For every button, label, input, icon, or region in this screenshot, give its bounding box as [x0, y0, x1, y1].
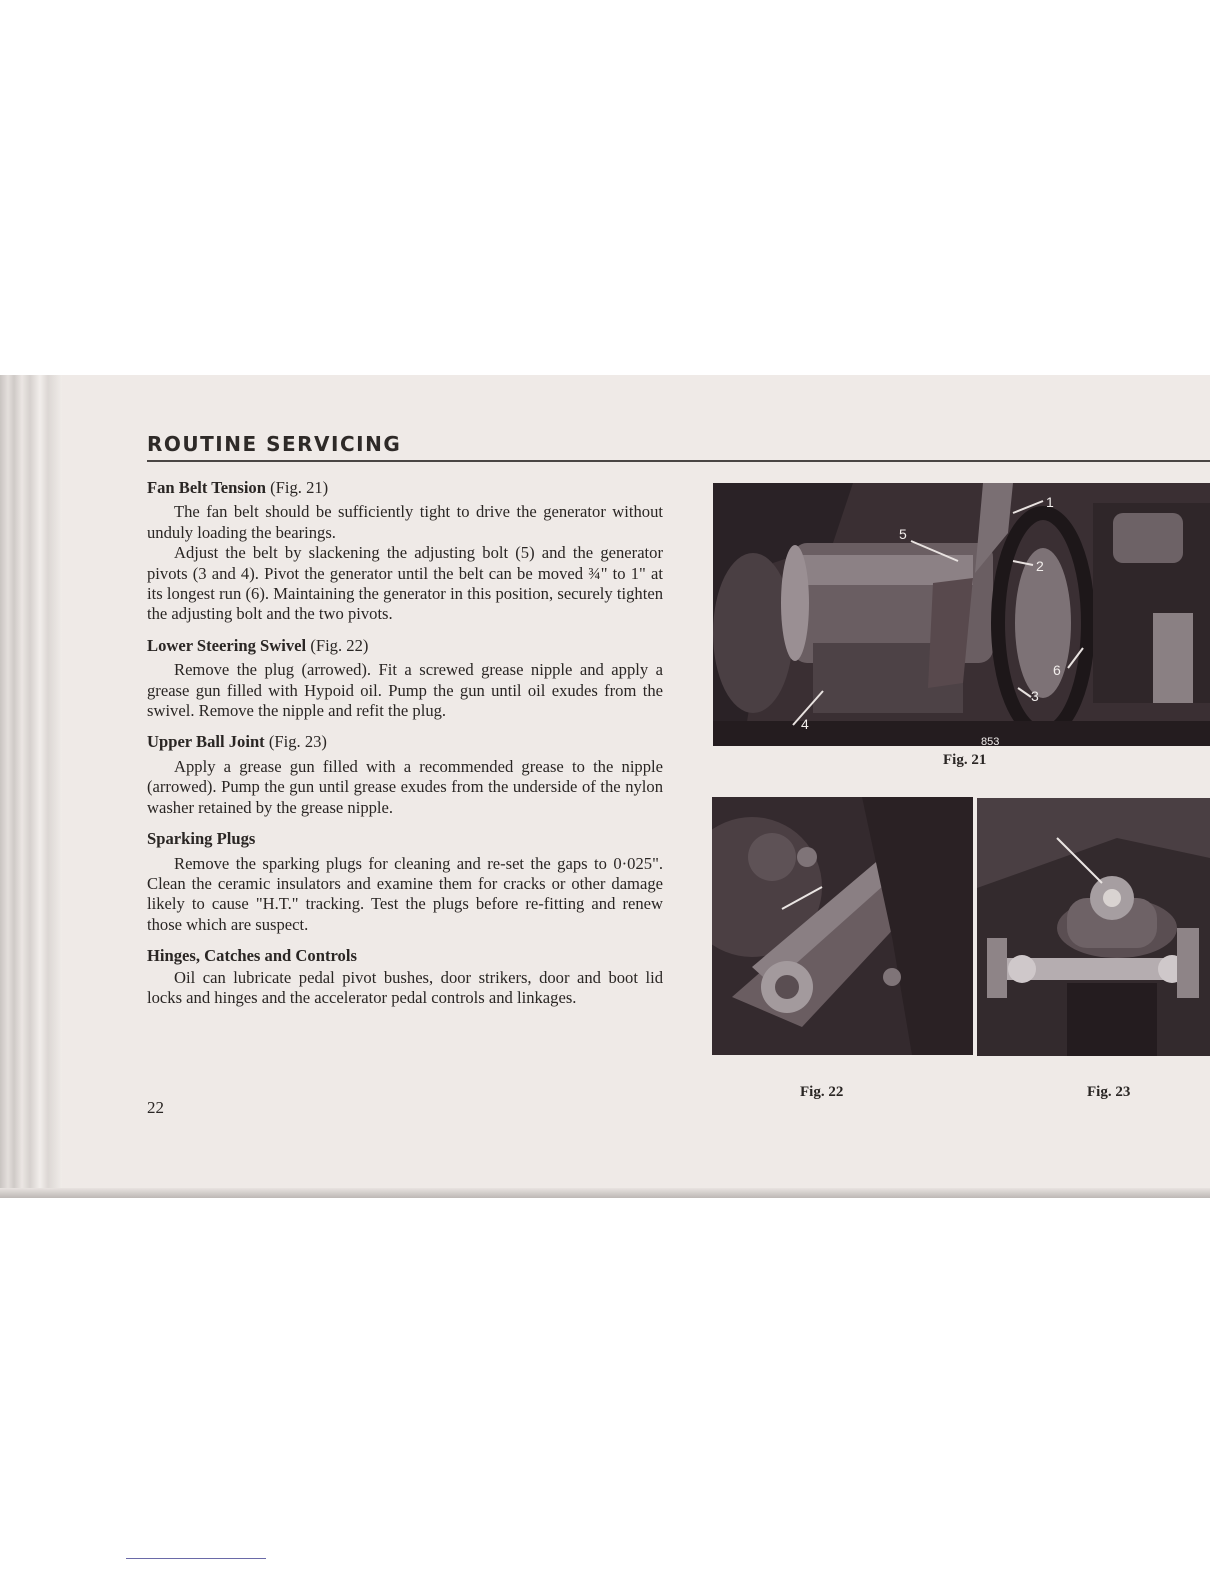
callout-3: 3 — [1031, 688, 1039, 704]
section-ball-joint — [147, 732, 663, 818]
page-binding-edge — [0, 375, 62, 1197]
paragraph: The fan belt should be sufficiently tight to drive the generator without unduly loading the bearings. — [147, 502, 663, 542]
page-number: 22 — [147, 1098, 164, 1117]
page-header: ROUTINE SERVICING — [147, 432, 402, 456]
figure-22-photo — [712, 797, 973, 1055]
figure-23-photo — [977, 798, 1210, 1056]
paragraph: Remove the sparking plugs for cleaning and re-set the gaps to 0·025". Clean the ceramic insulators and examine them for cracks or other damage likely to cause "H.T." tracking. Test the plugs before re-fitting and renew those which are suspect. — [147, 853, 663, 934]
callout-5: 5 — [899, 526, 907, 542]
callout-4: 4 — [801, 716, 809, 732]
section-heading: Fan Belt Tension (Fig. 21) — [147, 478, 329, 497]
figure-code: 853 — [981, 736, 1000, 746]
section-heading: Lower Steering Swivel (Fig. 22) — [147, 635, 369, 655]
caption-fig-22: Fig. 22 — [800, 1084, 844, 1100]
section-fan-belt — [147, 478, 663, 625]
caption-fig-23: Fig. 23 — [1087, 1084, 1131, 1100]
callout-2: 2 — [1036, 558, 1044, 574]
callout-6: 6 — [1053, 662, 1061, 678]
section-heading: Hinges, Catches and Controls — [147, 946, 357, 966]
footer-line — [126, 1558, 266, 1559]
figure-21-illustration — [713, 483, 1210, 746]
figure-23-illustration — [977, 798, 1210, 1056]
section-heading: Sparking Plugs — [147, 829, 256, 849]
section-steering-swivel — [147, 636, 663, 722]
header-rule — [147, 460, 1210, 462]
paragraph: Oil can lubricate pedal pivot bushes, door strikers, door and boot lid locks and hinges and the accelerator pedal controls and linkages. — [147, 967, 663, 1007]
callout-1: 1 — [1046, 494, 1054, 510]
section-hinges — [147, 946, 663, 1008]
figure-21-photo — [713, 483, 1210, 746]
paragraph: Apply a grease gun filled with a recommended grease to the nipple (arrowed). Pump the gun until grease exudes from the underside of the nylon washer retained by the grease nipple. — [147, 756, 663, 817]
section-sparking-plugs — [147, 829, 663, 935]
section-heading: Upper Ball Joint (Fig. 23) — [147, 732, 327, 752]
paragraph: Remove the plug (arrowed). Fit a screwed grease nipple and apply a grease gun filled with Hypoid oil. Pump the gun until oil exudes from the swivel. Remove the nipple and refit the plug. — [147, 660, 663, 721]
page-bottom-edge — [0, 1188, 1210, 1198]
paragraph: Adjust the belt by slackening the adjusting bolt (5) and the generator pivots (3 and 4). Pivot the generator until the belt can be moved ¾" to 1" at its longest run (6). Maintaining the generator in this position, securely tighten the adjusting bolt and the two pivots. — [147, 543, 663, 624]
text-column — [147, 478, 663, 1008]
caption-fig-21: Fig. 21 — [943, 752, 987, 768]
figure-22-illustration — [712, 797, 973, 1055]
